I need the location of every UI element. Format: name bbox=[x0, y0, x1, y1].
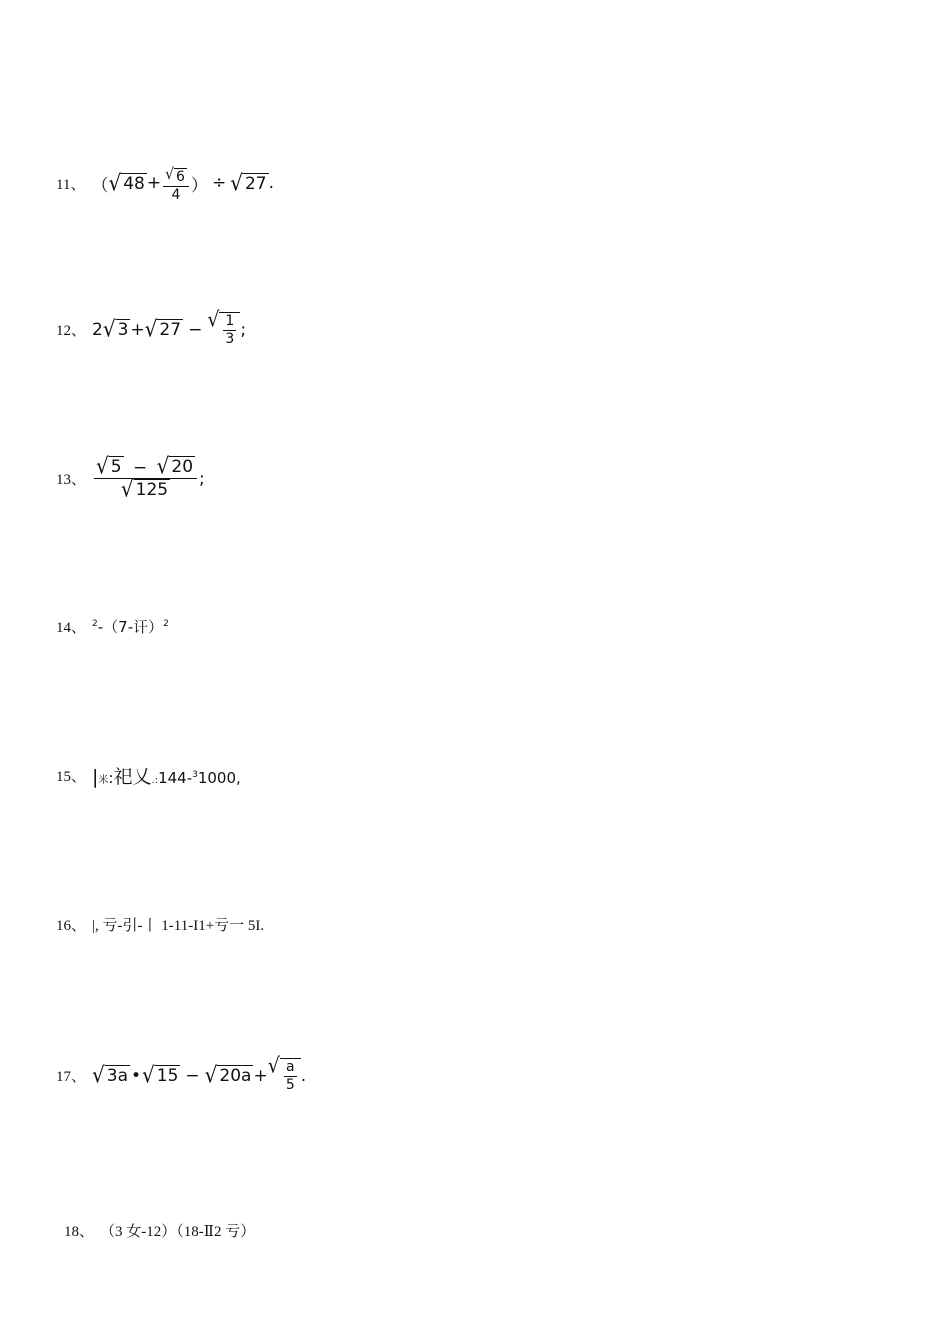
problem-17 bbox=[56, 1054, 307, 1094]
problem-11 bbox=[56, 164, 274, 203]
problem-text: $^2$-（7-讦）$^2$ bbox=[92, 618, 169, 636]
sqrt-15: √ 15 bbox=[142, 1061, 179, 1089]
sqrt-27: √ 27 bbox=[144, 315, 182, 343]
math-expression: 2 √ 3 + √ 27 − √ $\frac{1}{3}$ ; bbox=[92, 308, 247, 347]
fraction-expression: √ 5 − √ 20 √ 125 bbox=[94, 456, 197, 501]
sqrt-20a: √ 20a bbox=[204, 1061, 252, 1089]
problem-number: 15、 bbox=[56, 769, 87, 785]
problem-text: （3 女-12）（18-Ⅱ2 亏） bbox=[100, 1224, 256, 1240]
problem-16 bbox=[56, 914, 264, 935]
problem-text: |, 亏-引-丨 1-11-I1+亏一 5I. bbox=[92, 918, 265, 934]
fraction-sqrt6-over-4: √ 6 4 bbox=[163, 164, 189, 203]
sqrt-a-over-5: √ $\frac{a}{5}$ bbox=[268, 1058, 301, 1094]
math-expression: √ 5 − √ 20 √ 125 ; bbox=[96, 452, 205, 503]
problem-12 bbox=[56, 308, 247, 348]
problem-number: 12、 bbox=[56, 323, 87, 340]
problem-number: 14、 bbox=[56, 620, 87, 636]
problem-number: 17、 bbox=[56, 1069, 87, 1086]
sqrt-3: √ 3 bbox=[102, 315, 129, 343]
problem-18 bbox=[64, 1220, 255, 1241]
problem-number: 11、 bbox=[56, 176, 86, 193]
problem-15 bbox=[56, 762, 241, 789]
sqrt-48: √ 48 bbox=[108, 169, 145, 196]
problem-number: 18、 bbox=[64, 1224, 95, 1240]
sqrt-one-third: √ $\frac{1}{3}$ bbox=[207, 312, 240, 348]
math-expression: √ 3a • √ 15 − √ 20a + √ $\frac{a}{5}$ . bbox=[92, 1054, 307, 1093]
problem-number: 16、 bbox=[56, 918, 87, 934]
sqrt-27: √ 27 bbox=[230, 169, 267, 196]
problem-text: |米:祀乂.:144-$^3$1000, bbox=[92, 766, 241, 788]
sqrt-3a: √ 3a bbox=[92, 1061, 128, 1089]
math-expression: （ √ 48 + √ 6 4 ） ÷ √ 27 . bbox=[91, 164, 274, 203]
problem-13 bbox=[56, 452, 205, 503]
problem-number: 13、 bbox=[56, 472, 87, 488]
problem-14 bbox=[56, 616, 169, 637]
